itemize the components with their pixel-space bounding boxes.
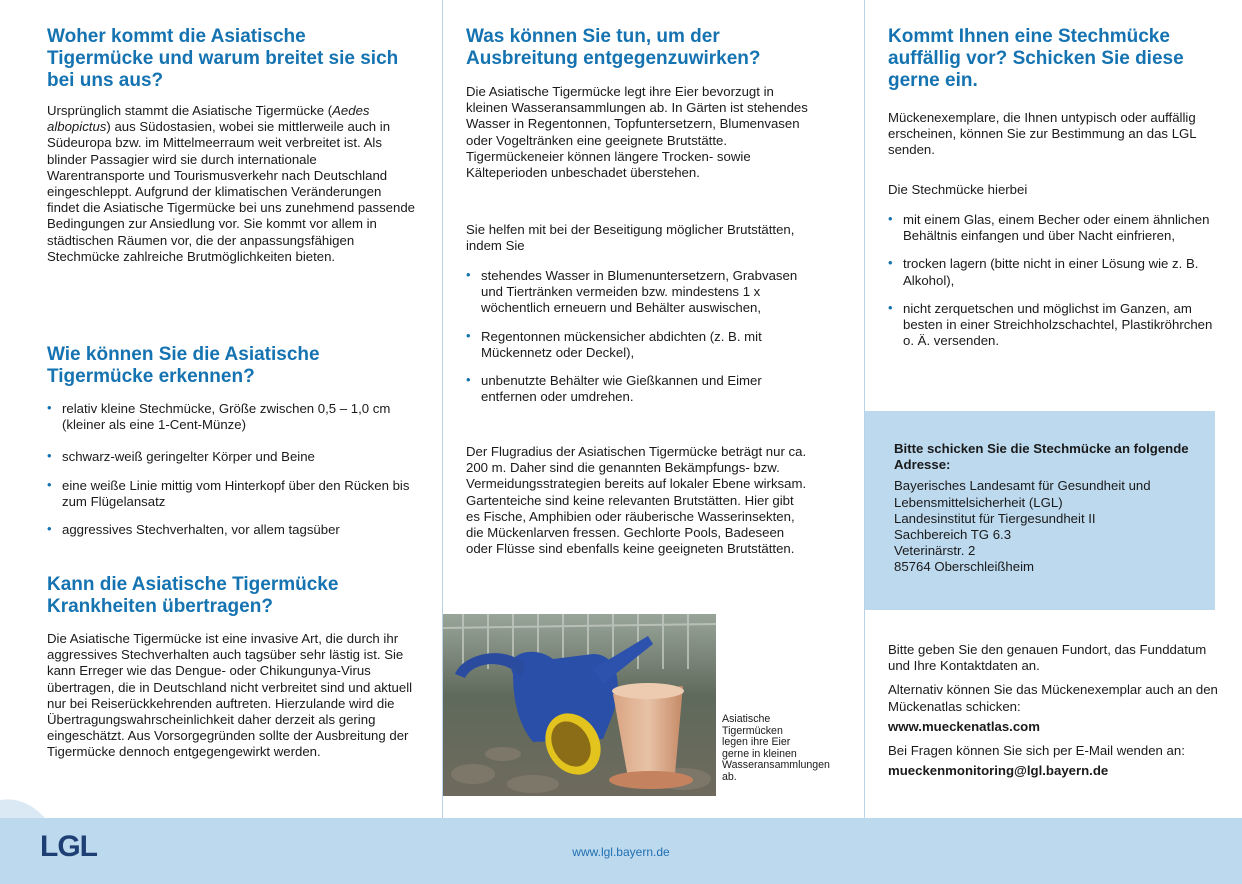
bullet-icon: • [466, 267, 471, 282]
heading-diseases: Kann die Asiatische Tigermücke Krankheiten übertragen? [47, 574, 339, 617]
fundort-paragraph: Bitte geben Sie den genauen Fundort, das Funddatum und Ihre Kontaktdaten an. [888, 642, 1207, 674]
address-line: 85764 Oberschleißheim [894, 559, 1035, 575]
heading-recognize: Wie können Sie die Asiatische Tigermücke erkennen? [47, 344, 320, 387]
address-title: Bitte schicken Sie die Stechmücke an folgende Adresse: [894, 441, 1189, 473]
bullet-icon: • [466, 327, 471, 343]
bullet-icon: • [47, 476, 52, 492]
footer-bar [0, 818, 1242, 884]
bullet-icon: • [47, 448, 52, 464]
email-link[interactable]: mueckenmonitoring@lgl.bayern.de [888, 763, 1109, 779]
list-item: • nicht zerquetschen und möglichst im Ganzen, am besten in einer Streichholzschachtel, Plastikröhrchen o. Ä. versenden. [888, 299, 1213, 349]
address-line: Veterinärstr. 2 [894, 543, 976, 559]
address-line: Bayerisches Landesamt für Gesundheit und Lebensmittelsicherheit (LGL) [894, 478, 1151, 510]
email-paragraph: Bei Fragen können Sie sich per E-Mail wenden an: [888, 743, 1185, 759]
heading-send-mosquito: Kommt Ihnen eine Stechmücke auffällig vor? Schicken Sie diese gerne ein. [888, 26, 1184, 91]
list-item: • trocken lagern (bitte nicht in einer Lösung wie z. B. Alkohol), [888, 255, 1199, 288]
bullet-icon: • [888, 211, 893, 226]
garden-containers-photo [443, 614, 716, 796]
address-line: Landesinstitut für Tiergesundheit II [894, 510, 1096, 526]
instructions-list [888, 212, 1223, 349]
recognize-list [47, 401, 417, 538]
bullet-icon: • [888, 255, 893, 271]
help-paragraph: Sie helfen mit bei der Beseitigung möglicher Brutstätten, indem Sie [466, 222, 795, 254]
prevention-paragraph: Die Asiatische Tigermücke legt ihre Eier bevorzugt in kleinen Wasseransammlungen ab. In Gärten ist stehendes Wasser in Regentonnen, Topfuntersetzern, Blumenvasen oder Vogeltränken eine geeignete Brutstätte. Tigermückeneier können längere Trocken- sowie Kälteperioden unbeschadet überstehen. [466, 84, 808, 181]
list-item: • stehendes Wasser in Blumenuntersetzern, Grabvasen und Tiertränken vermeiden bzw. mindestens 1 x wöchentlich erneuern und Behälter auswischen, [466, 267, 798, 316]
contact-section [888, 642, 1223, 779]
flight-radius-paragraph: Der Flugradius der Asiatischen Tigermücke beträgt nur ca. 200 m. Daher sind die genannten Bekämpfungs- bzw. Vermeidungsstrategien bereits auf lokaler Ebene wirksam. Gartenteiche sind keine relevanten Brutstätten. Hier gibt es Fische, Amphibien oder räuberische Wasserinsekten, die Mückenlarven fressen. Gechlorte Pools, Badeseen oder Flüsse sind ebenfalls keine geeigneten Brutstätten. [466, 444, 807, 557]
heading-origin: Woher kommt die Asiatische Tigermücke und warum breitet sie sich bei uns aus? [47, 26, 399, 91]
instructions-lead: Die Stechmücke hierbei [888, 182, 1028, 197]
column-divider [864, 0, 865, 820]
footer-url-link[interactable]: www.lgl.bayern.de [572, 845, 670, 859]
bullet-icon: • [888, 299, 893, 315]
column-left [47, 0, 417, 815]
list-item: • eine weiße Linie mittig vom Hinterkopf über den Rücken bis zum Flügelansatz [47, 476, 410, 509]
prevention-list [466, 268, 811, 405]
lgl-logo: LGL [40, 830, 97, 863]
mueckenatlas-link[interactable]: www.mueckenatlas.com [888, 718, 1040, 734]
heading-prevention: Was können Sie tun, um der Ausbreitung entgegenzuwirken? [466, 26, 761, 69]
bullet-icon: • [47, 400, 52, 415]
bullet-icon: • [47, 521, 52, 537]
mueckenatlas-paragraph: Alternativ können Sie das Mückenexemplar auch an den Mückenatlas schicken: [888, 682, 1218, 714]
diseases-paragraph: Die Asiatische Tigermücke ist eine invasive Art, die durch ihr aggressives Stechverhalten auch tagsüber sehr lästig ist. Sie kann Erreger wie das Dengue- oder Chikungunya-Virus übertragen, die in Deutschland nicht verbreitet sind und aktuell nur bei Reiserückkehrenden auftreten. Hierzulande wird die Übertragungswahrscheinlichkeit daher derzeit als gering eingeschätzt. Aus Vorsorgegründen sollte der Ausbreitung der Tigermücke dennoch entgegengewirkt werden. [47, 631, 413, 760]
photo-caption: Asiatische Tigermücken legen ihre Eier gerne in kleinen Wasseransammlungen ab. [722, 713, 830, 783]
list-item: • unbenutzte Behälter wie Gießkannen und Eimer entfernen oder umdrehen. [466, 372, 762, 405]
send-intro-paragraph: Mückenexemplare, die Ihnen untypisch oder auffällig erscheinen, können Sie zur Bestimmung an das LGL senden. [888, 110, 1197, 158]
list-item: • aggressives Stechverhalten, vor allem tagsüber [47, 521, 340, 538]
list-item: • Regentonnen mückensicher abdichten (z. B. mit Mückennetz oder Deckel), [466, 327, 762, 360]
list-item: • mit einem Glas, einem Becher oder einem ähnlichen Behältnis einfangen und über Nacht einfrieren, [888, 211, 1210, 244]
list-item: • schwarz-weiß geringelter Körper und Beine [47, 448, 315, 465]
origin-paragraph: Ursprünglich stammt die Asiatische Tigermücke (Aedes albopictus) aus Südostasien, wobei sie mittlerweile auch in Südeuropa bzw. im Mittelmeerraum weit verbreitet ist. Als blinder Passagier wird sie durch internationale Warentransporte und Tourismusverkehr nach Deutschland eingeschleppt. Aufgrund der klimatischen Veränderungen findet die Asiatische Tigermücke bei uns zunehmend passende Bedingungen zur Ansiedlung vor. Sie kommt vor allem in städtischen Räumen vor, die der anpassungsfähigen Stechmücke zahlreiche Brutmöglichkeiten bieten. [47, 103, 416, 264]
address-line: Sachbereich TG 6.3 [894, 527, 1012, 543]
list-item: • relativ kleine Stechmücke, Größe zwischen 0,5 – 1,0 cm (kleiner als eine 1-Cent-Münze) [47, 400, 391, 433]
address-panel [865, 411, 1215, 610]
bullet-icon: • [466, 372, 471, 388]
